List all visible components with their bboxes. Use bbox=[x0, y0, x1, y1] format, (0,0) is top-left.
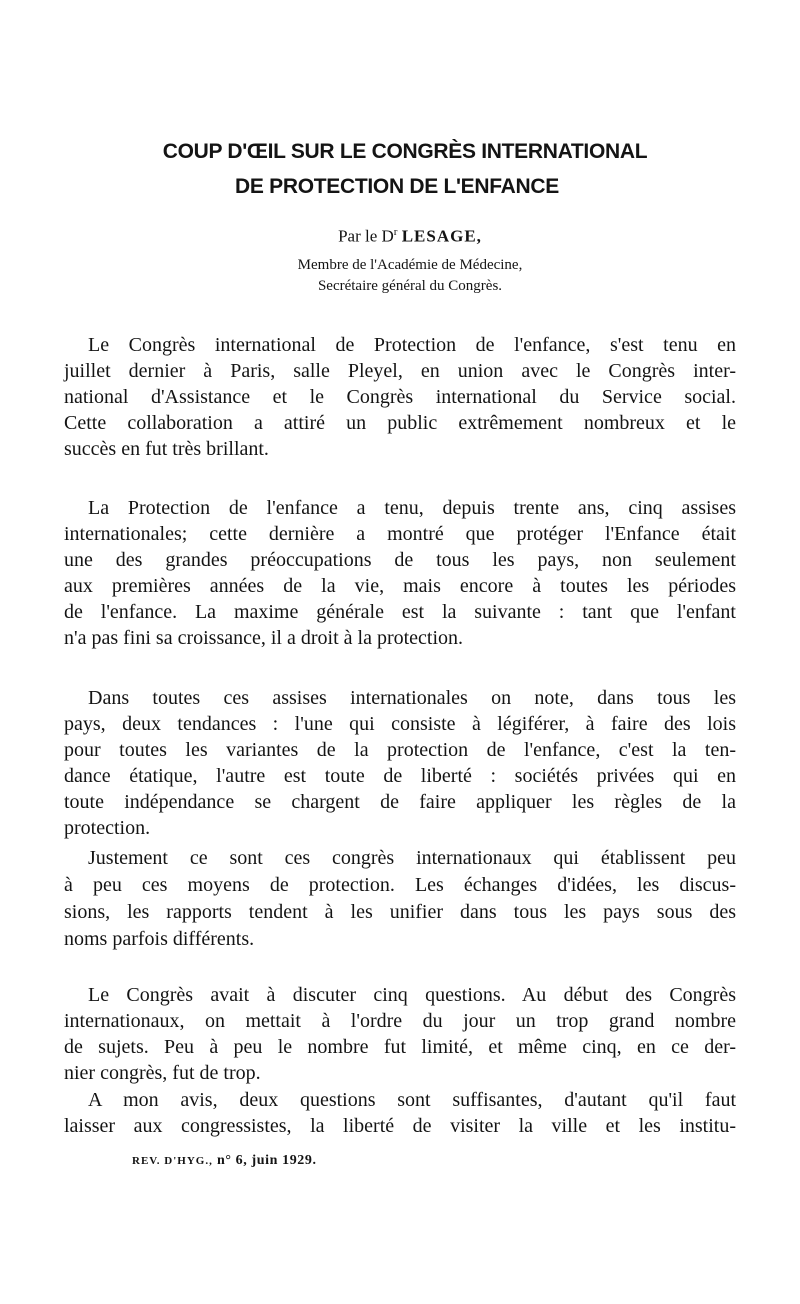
text-line: aux premières années de la vie, mais encore à toutes les périodes bbox=[64, 575, 736, 597]
article-title-line-2: DE PROTECTION DE L'ENFANCE bbox=[235, 175, 559, 198]
author-name: LESAGE, bbox=[401, 226, 482, 246]
author-affiliation-2: Secrétaire général du Congrès. bbox=[317, 278, 503, 294]
text-line: Cette collaboration a attiré un public extrêmement nombreux et le bbox=[64, 412, 736, 434]
text-line: nier congrès, fut de trop. bbox=[64, 1062, 261, 1084]
byline bbox=[60, 226, 760, 247]
text-line: Le Congrès international de Protection de l'enfance, s'est tenu en bbox=[88, 334, 736, 356]
text-line: La Protection de l'enfance a tenu, depuis trente ans, cinq assises bbox=[88, 497, 736, 519]
text-line: national d'Assistance et le Congrès international du Service social. bbox=[64, 386, 736, 408]
text-line: protection. bbox=[64, 817, 151, 839]
journal-footer bbox=[132, 1153, 317, 1169]
article-title-line-1: COUP D'ŒIL SUR LE CONGRÈS INTERNATIONAL bbox=[162, 140, 648, 163]
text-line: juillet dernier à Paris, salle Pleyel, en union avec le Congrès inter- bbox=[64, 360, 736, 382]
text-line: sions, les rapports tendent à les unifier dans tous les pays sous des bbox=[64, 901, 736, 923]
text-line: de sujets. Peu à peu le nombre fut limité, et même cinq, en ce der- bbox=[64, 1036, 736, 1058]
text-line: Le Congrès avait à discuter cinq questions. Au début des Congrès bbox=[88, 984, 736, 1006]
text-line: noms parfois différents. bbox=[64, 928, 255, 950]
text-line: Justement ce sont ces congrès internationaux qui établissent peu bbox=[88, 847, 736, 869]
author-affiliation-1: Membre de l'Académie de Médecine, bbox=[297, 257, 523, 273]
text-line: internationaux, on mettait à l'ordre du jour un trop grand nombre bbox=[64, 1010, 736, 1032]
text-line: A mon avis, deux questions sont suffisantes, d'autant qu'il faut bbox=[88, 1089, 736, 1111]
text-line: succès en fut très brillant. bbox=[64, 438, 269, 460]
journal-abbrev: REV. D'HYG., bbox=[132, 1155, 213, 1167]
text-line: internationales; cette dernière a montré que protéger l'Enfance était bbox=[64, 523, 736, 545]
text-line: laisser aux congressistes, la liberté de visiter la ville et les institu- bbox=[64, 1115, 736, 1137]
text-line: de l'enfance. La maxime générale est la suivante : tant que l'enfant bbox=[64, 601, 736, 623]
text-line: pays, deux tendances : l'une qui consiste à légiférer, à faire des lois bbox=[64, 713, 736, 735]
text-line: toute indépendance se chargent de faire appliquer les règles de la bbox=[64, 791, 736, 813]
text-line: n'a pas fini sa croissance, il a droit à la protection. bbox=[64, 627, 464, 649]
journal-issue: n° 6, juin 1929. bbox=[216, 1153, 317, 1168]
text-line: dance étatique, l'autre est toute de liberté : sociétés privées qui en bbox=[64, 765, 736, 787]
byline-prefix: Par le D bbox=[338, 226, 394, 246]
text-line: pour toutes les variantes de la protection de l'enfance, c'est la ten- bbox=[64, 739, 736, 761]
text-line: à peu ces moyens de protection. Les échanges d'idées, les discus- bbox=[64, 874, 736, 896]
text-line: Dans toutes ces assises internationales on note, dans tous les bbox=[88, 687, 736, 709]
byline-superscript: r bbox=[393, 226, 398, 238]
text-line: une des grandes préoccupations de tous les pays, non seulement bbox=[64, 549, 736, 571]
